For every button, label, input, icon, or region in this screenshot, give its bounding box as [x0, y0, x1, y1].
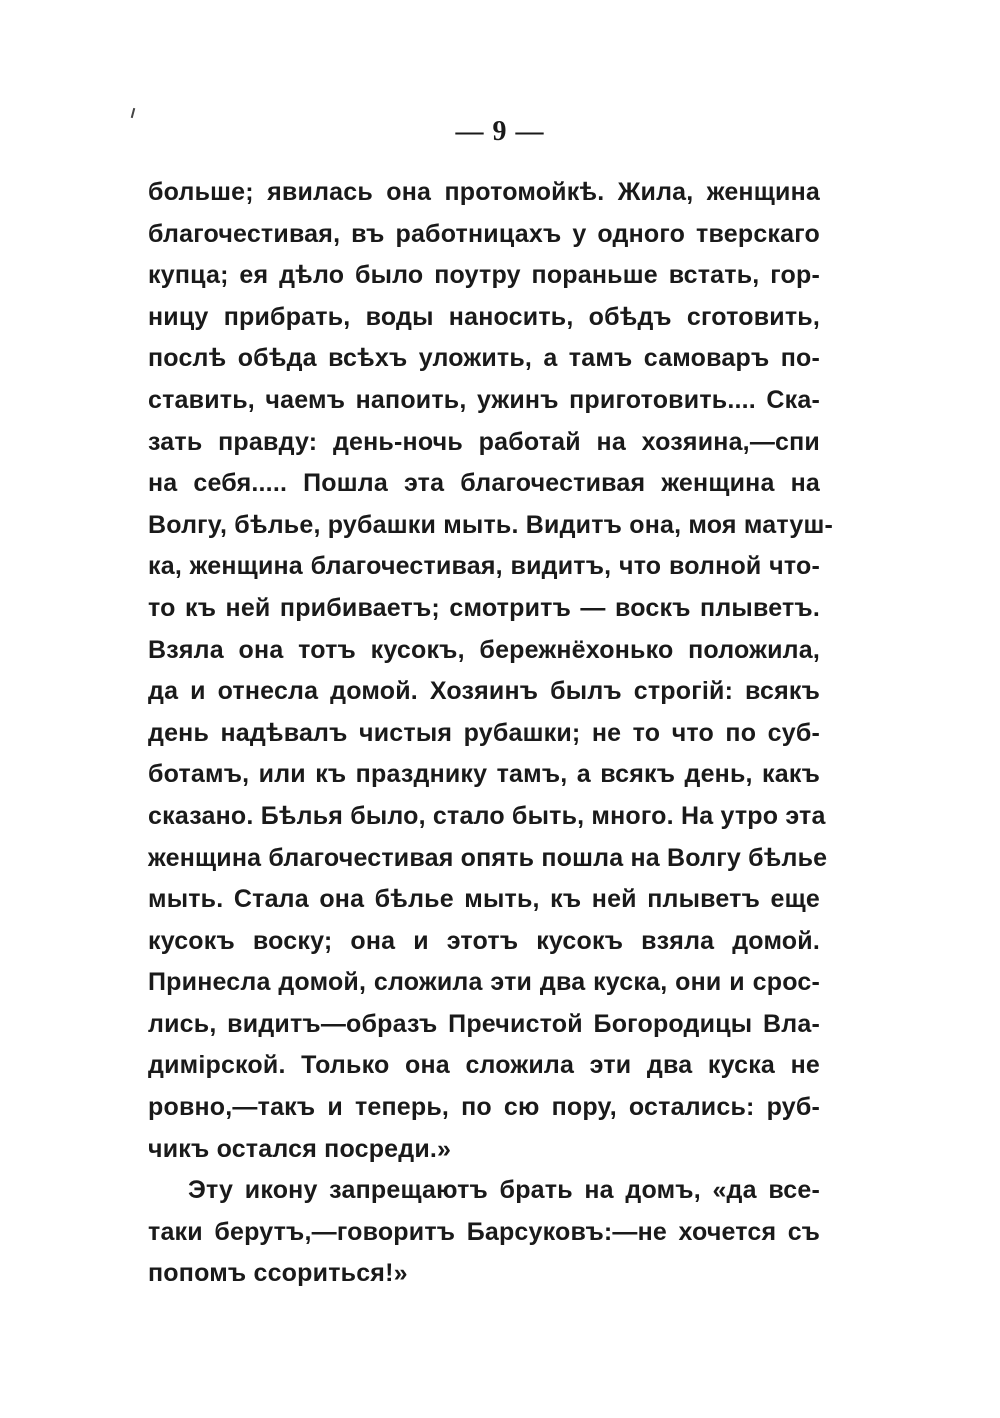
text-line: купца; ея дѣло было поутру пораньше встать, гор- — [148, 261, 820, 290]
text-line: Взяла она тотъ кусокъ, бережнёхонько положила, — [148, 635, 820, 664]
page-number: — 9 — — [455, 116, 545, 147]
text-line: благочестивая, въ работницахъ у одного тверскаго — [148, 219, 820, 248]
text-line: ровно,—такъ и теперь, по сю пору, остались: руб- — [148, 1093, 820, 1122]
text-line: да и отнесла домой. Хозяинъ былъ строгій: всякъ — [148, 677, 820, 706]
text-line: послѣ обѣда всѣхъ уложить, а тамъ самоваръ по- — [148, 344, 820, 373]
text-line: женщина благочестивая опять пошла на Волгу бѣлье — [148, 843, 828, 872]
text-line: ставить, чаемъ напоить, ужинъ приготовить.... Ска- — [148, 385, 820, 414]
text-line: Эту икону запрещаютъ брать на домъ, «да все- — [188, 1176, 820, 1205]
text-line: попомъ ссориться!» — [148, 1259, 408, 1288]
text-line: лись, видитъ—образъ Пречистой Богородицы Вла- — [148, 1009, 820, 1038]
paragraph-2 — [148, 1170, 820, 1295]
text-line: таки берутъ,—говоритъ Барсуковъ:—не хочется съ — [148, 1217, 820, 1246]
text-line: ка, женщина благочестивая, видитъ, что волной что- — [148, 552, 820, 581]
text-line: ницу прибрать, воды наносить, обѣдъ сготовить, — [148, 302, 820, 331]
text-line: Принесла домой, сложила эти два куска, они и срос- — [148, 968, 820, 997]
paragraph-1 — [148, 172, 834, 1170]
text-line: мыть. Стала она бѣлье мыть, къ ней плыветъ еще — [148, 885, 820, 914]
text-line: димірской. Только она сложила эти два куска не — [148, 1051, 820, 1080]
text-line: на себя..... Пошла эта благочестивая женщина на — [148, 469, 820, 498]
text-line: сказано. Бѣлья было, стало быть, много. На утро эта — [148, 801, 826, 830]
text-line: кусокъ воску; она и этотъ кусокъ взяла домой. — [148, 926, 820, 955]
text-line: день надѣвалъ чистыя рубашки; не то что по суб- — [148, 718, 820, 747]
text-line: Волгу, бѣлье, рубашки мыть. Видитъ она, моя матуш- — [148, 510, 834, 539]
text-line: ботамъ, или къ празднику тамъ, а всякъ день, какъ — [148, 760, 820, 789]
body-text — [148, 172, 834, 1295]
text-line: больше; явилась она протомойкѣ. Жила, женщина — [148, 178, 820, 206]
text-line: зать правду: день-ночь работай на хозяина,—спи — [148, 427, 820, 456]
text-line: то къ ней прибиваетъ; смотритъ — воскъ плыветъ. — [148, 593, 820, 622]
text-line: чикъ остался посреди.» — [148, 1134, 452, 1163]
